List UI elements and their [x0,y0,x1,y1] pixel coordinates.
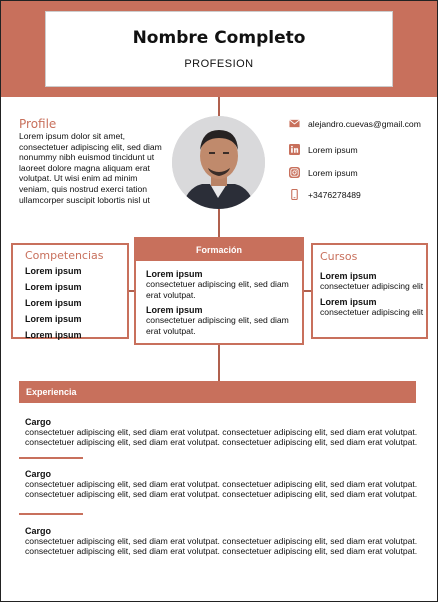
experiencia-title: Experiencia [19,381,416,403]
experiencia-item-title: Cargo [25,417,52,427]
competencia-item: Lorem ipsum [25,266,82,276]
competencia-item: Lorem ipsum [25,282,82,292]
cursos-box [311,243,428,339]
contact-email-text: alejandro.cuevas@gmail.com [308,118,421,129]
experiencia-divider [19,457,83,459]
contact-phone[interactable] [289,189,361,200]
formacion-item-text: consectetuer adipiscing elit, sed diam erat volutpat. [146,279,289,300]
contact-linkedin-text: Lorem ipsum [308,144,358,155]
formacion-item-title: Lorem ipsum [146,305,203,315]
connector-line-middle [218,207,220,237]
full-name: Nombre Completo [132,28,306,48]
competencias-title: Competencias [25,249,104,262]
curso-item-text: consectetuer adipiscing elit [320,281,424,291]
contact-instagram-text: Lorem ipsum [308,167,358,178]
experiencia-item-text: consectetuer adipiscing elit, sed diam erat volutpat. consectetuer adipiscing elit, sed diam erat volutpat. consectetuer adipiscing elit, sed diam erat volutpat. consectetuer adipiscing elit, sed diam erat volutpat. [25,427,418,447]
curso-item-title: Lorem ipsum [320,271,377,281]
curso-item-title: Lorem ipsum [320,296,377,307]
linkedin-icon [289,144,300,155]
experiencia-divider [19,513,83,515]
connector-line-top [218,97,220,117]
name-box [45,11,393,87]
cursos-title: Cursos [320,250,358,263]
contact-linkedin[interactable] [289,144,358,155]
mail-icon [289,118,300,129]
profile-photo [172,116,265,209]
profile-title: Profile [19,117,57,131]
experiencia-item-text: consectetuer adipiscing elit, sed diam erat volutpat. consectetuer adipiscing elit, sed diam erat volutpat. consectetuer adipiscing elit, sed diam erat volutpat. consectetuer adipiscing elit, sed diam erat volutpat. [25,536,418,556]
profession: PROFESION [184,58,254,70]
connector-line-bottom [218,345,220,381]
experiencia-item [25,417,420,447]
curso-item-text: consectetuer adipiscing elit [320,306,424,317]
experiencia-item-title: Cargo [25,469,52,479]
competencia-item: Lorem ipsum [25,298,82,308]
contact-email[interactable] [289,118,421,129]
formacion-item-text: consectetuer adipiscing elit, sed diam erat volutpat. [146,315,289,336]
competencia-item: Lorem ipsum [25,314,82,324]
contact-instagram[interactable] [289,167,358,178]
profile-text: Lorem ipsum dolor sit amet, consectetuer adipiscing elit, sed diam nonummy nibh euismod tincidunt ut laoreet dolore magna aliquam erat volutpat. Ut wisi enim ad minim veniam, quis nostrud exerci tation ullamcorper suscipit lobortis nisl ut [19,131,162,205]
competencias-box [11,243,129,339]
experiencia-item-title: Cargo [25,526,52,536]
formacion-box [134,237,304,345]
formacion-title: Formación [136,239,302,261]
experiencia-item [25,526,420,556]
phone-icon [289,189,300,200]
experiencia-item [25,469,420,499]
person-portrait-icon [172,116,265,209]
experiencia-item-text: consectetuer adipiscing elit, sed diam erat volutpat. consectetuer adipiscing elit, sed diam erat volutpat. consectetuer adipiscing elit, sed diam erat volutpat. consectetuer adipiscing elit, sed diam erat volutpat. [25,479,418,499]
contact-phone-text: +3476278489 [308,189,361,200]
instagram-icon [289,167,300,178]
formacion-item-title: Lorem ipsum [146,269,203,279]
competencia-item: Lorem ipsum [25,330,82,340]
